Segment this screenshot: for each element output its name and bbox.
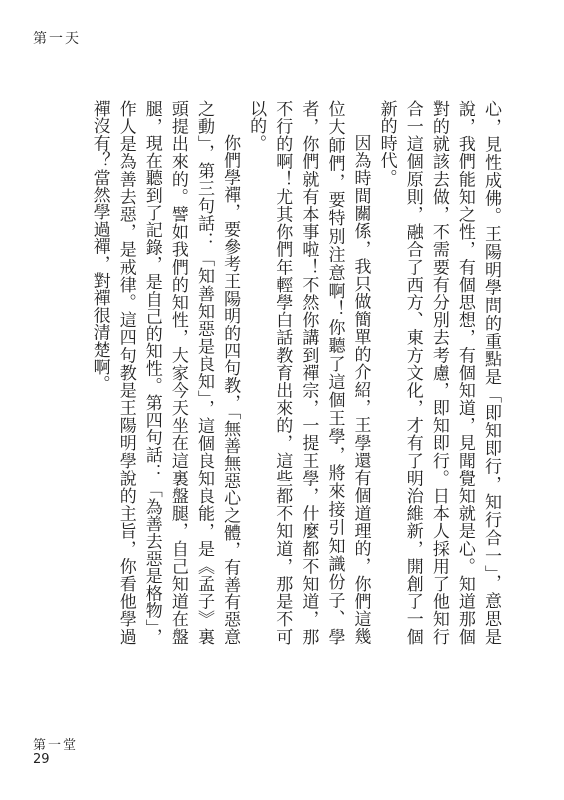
paragraph-3: 你們學禪，要參考王陽明的四句教，「無善無惡心之體，有善有惡意之動」，第三句話：「知善知惡是良知」，這個良知良能，是《孟子》裏頭提出來的。譬如我們的知性，大家今天坐在這裏盤腿，自己知道在盤腿，現在聽到了記錄，是自己的知性。第四句話：「為善去惡是格物」，作人是為善去惡，是戒律。這四句教是王陽明學說的主旨，你看他學過禪沒有？當然學過禪，對禪很清楚啊。 [89, 100, 241, 645]
body-text [34, 100, 504, 645]
page-number: 29 [33, 752, 50, 767]
running-head: 第一天 [33, 31, 81, 47]
paragraph-1: 心，見性成佛。王陽明學問的重點是「即知即行，知行合一」，意思是說，我們能知之性，有個思想，有個知道，見聞覺知就是心。知道那個對的就該去做，不需要有分別去考慮，即知即行。日本人採用了他知行合一這個原則，融合了西方、東方文化，才有了明治維新，開創了一個新的時代。 [376, 100, 501, 645]
footer-label: 第一堂 [33, 738, 79, 753]
paragraph-2: 因為時間關係，我只做簡單的介紹，王學還有個道理的，你們這幾位大師們，要特別注意啊！你聽了這個王學，將來接引知識份子、學者，你們就有本事啦！不然你講到禪宗，一提王學，什麼都不知道，那不行的啊！尤其你們年輕學白話教育出來的，這些都不知道，那是不可以的。 [246, 100, 371, 645]
